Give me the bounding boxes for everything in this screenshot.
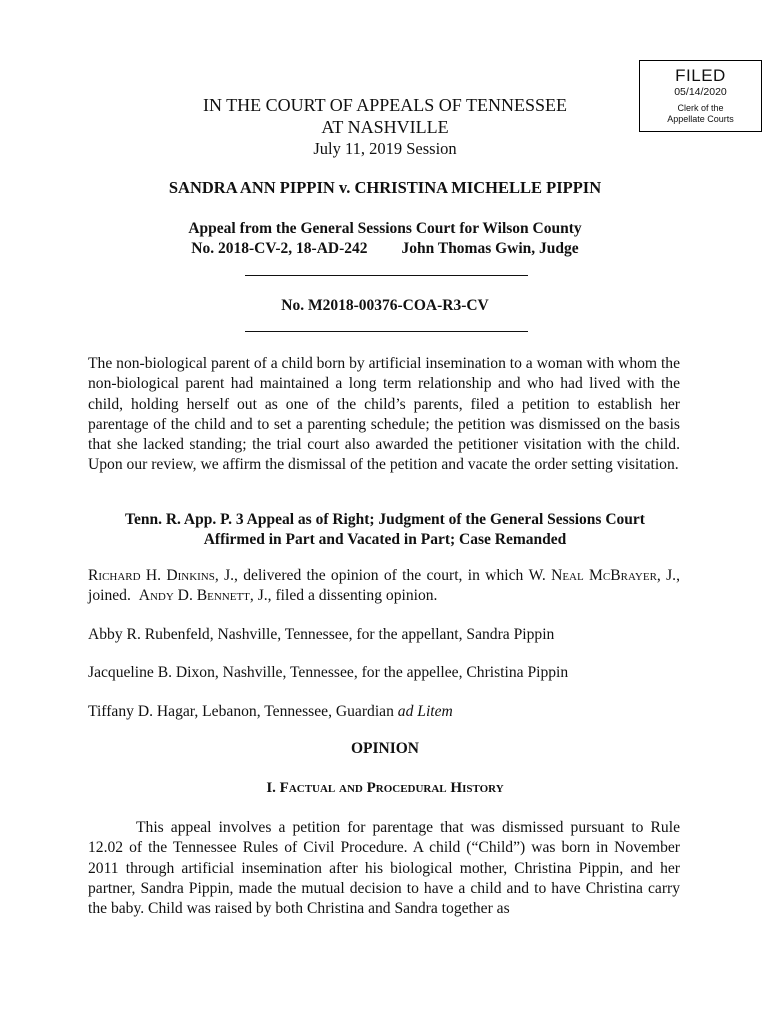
guardian-ad-litem [88, 702, 680, 722]
author-name: Richard H. Dinkins [88, 567, 215, 584]
appeal-from: Appeal from the General Sessions Court for Wilson County [188, 220, 582, 237]
counsel-appellee: Jacqueline B. Dixon, Nashville, Tennessee, for the appellee, Christina Pippin [88, 664, 569, 681]
section-heading: I. Factual and Procedural History [266, 780, 504, 796]
court-location: AT NASHVILLE [321, 117, 449, 137]
clerk-line-2: Appellate Courts [667, 114, 734, 124]
session-date: July 11, 2019 Session [313, 139, 457, 158]
holding-line-1: Tenn. R. App. P. 3 Appeal as of Right; Judgment of the General Sessions Court [125, 511, 645, 528]
dissenting-judge: Andy D. Bennett [138, 587, 250, 605]
authorship-text: , J., joined. [88, 567, 684, 605]
appeal-case-line [0, 239, 770, 259]
authorship [88, 566, 684, 607]
filed-date: 05/14/2020 [674, 86, 727, 98]
counsel-appellant: Abby R. Rubenfeld, Nashville, Tennessee, for the appellant, Sandra Pippin [88, 626, 555, 643]
body-paragraph: This appeal involves a petition for parentage that was dismissed pursuant to Rule 12.02 of the Tennessee Rules of Civil Procedure. A child (“Child”) was born in November 2011 through artificial insemination after his biological mother, Christina Pippin, and her partner, Sandra Pippin, made the mutual decision to have a child and to have Christina carry the baby. Child was raised by both Christina and Sandra together as [88, 819, 680, 918]
clerk-line-1: Clerk of the [677, 103, 724, 113]
opinion-heading: OPINION [350, 740, 420, 757]
appeal-info [0, 219, 770, 259]
docket-number: No. M2018-00376-COA-R3-CV [281, 297, 489, 314]
court-header [0, 94, 770, 138]
authorship-text: , J., delivered the opinion of the court, in which [214, 567, 529, 584]
holding-line-2: Affirmed in Part and Vacated in Part; Case Remanded [203, 531, 567, 548]
authorship-text: , J., filed a dissenting opinion. [249, 587, 438, 605]
joining-judge: W. Neal McBrayer [528, 567, 657, 584]
filed-label: FILED [675, 66, 726, 85]
guardian-role: ad Litem [397, 703, 453, 720]
case-summary: The non-biological parent of a child born by artificial insemination to a woman with whom the non-biological parent had maintained a long term relationship and who had lived with the child, holding herself out as one of the child’s parents, filed a petition to establish her parentage of the child and to set a parenting schedule; the petition was dismissed on the basis that she lacked standing; the trial court also awarded the petitioner visitation with the child. Upon our review, we affirm the dismissal of the petition and vacate the order setting visitation. [88, 355, 680, 474]
case-caption: SANDRA ANN PIPPIN v. CHRISTINA MICHELLE PIPPIN [168, 178, 602, 197]
divider-line [245, 331, 528, 332]
court-name: IN THE COURT OF APPEALS OF TENNESSEE [203, 95, 567, 115]
case-numbers: No. 2018-CV-2, 18-AD-242 [191, 240, 368, 257]
guardian-text: Tiffany D. Hagar, Lebanon, Tennessee, Guardian [88, 703, 398, 720]
holding [0, 510, 770, 550]
trial-judge: John Thomas Gwin, Judge [401, 240, 579, 257]
divider-line [245, 275, 528, 276]
